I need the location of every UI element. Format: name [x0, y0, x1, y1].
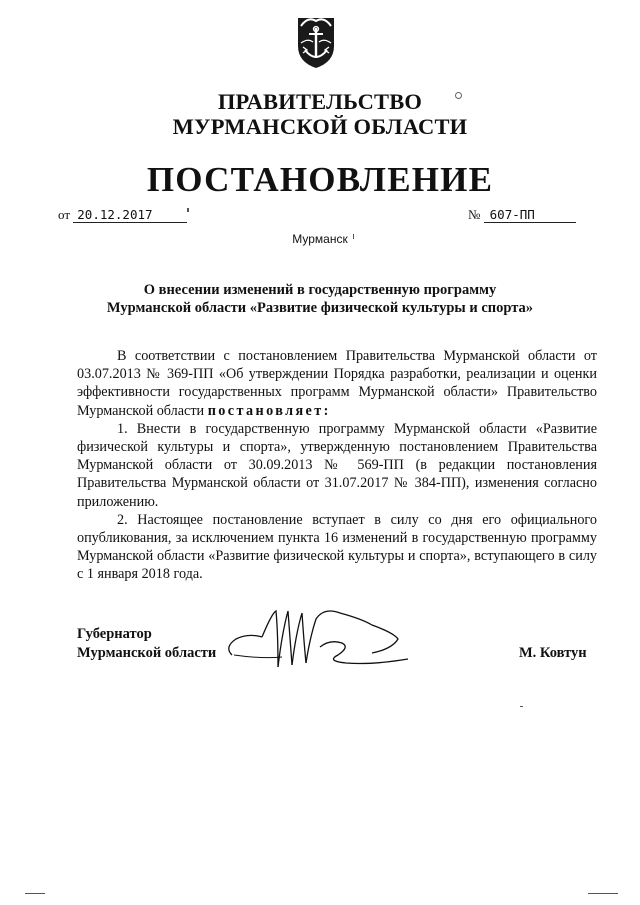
- scan-speck: [588, 893, 618, 894]
- scan-speck: [25, 893, 45, 894]
- government-name-line2: МУРМАНСКОЙ ОБЛАСТИ: [172, 114, 468, 139]
- date-line: [58, 207, 187, 223]
- handwritten-signature-icon: [222, 603, 412, 673]
- scan-speck: [353, 234, 354, 239]
- subject-line1: О внесении изменений в государственную программу: [143, 282, 497, 298]
- document-body: [77, 347, 597, 584]
- number-line: [468, 207, 576, 223]
- signer-name: М. Ковтун: [519, 645, 587, 661]
- resolution-verb: постановляет:: [207, 402, 331, 419]
- item-1-paragraph: 1. Внести в государственную программу Мурманской области «Развитие физической культуры и спорта», утвержденную постановлением Правительства Мурманской области от 30.09.2013 № 569-ПП (в редакции постановления Правительства Мурманской области от 31.07.2017 № 384-ПП), изменения согласно приложению.: [77, 420, 597, 510]
- document-date: 20.12.2017: [73, 208, 187, 223]
- government-name-line1: ПРАВИТЕЛЬСТВО: [217, 89, 423, 114]
- scan-speck: [455, 92, 462, 99]
- document-subject: [0, 281, 640, 317]
- signer-title: [77, 625, 216, 663]
- date-prefix: от: [58, 207, 71, 222]
- document-number: 607-ПП: [484, 208, 576, 223]
- document-type-heading: ПОСТАНОВЛЕНИЕ: [146, 160, 494, 199]
- intro-paragraph: [77, 347, 597, 420]
- intro-text: В соответствии с постановлением Правительства Мурманской области от 03.07.2013 № 369-ПП «Об утверждении Порядка разработки, реализации и оценки эффективности государственных программ Мурманской области» Правительство Мурманской области: [77, 348, 597, 419]
- signer-title-line1: Губернатор: [77, 626, 152, 642]
- signer-title-line2: Мурманской области: [77, 645, 217, 661]
- scan-speck: [187, 208, 189, 212]
- scan-speck: [520, 706, 523, 707]
- number-prefix: №: [468, 207, 481, 222]
- item-2-paragraph: 2. Настоящее постановление вступает в силу со дня его официального опубликования, за исключением пункта 16 изменений в государственную программу Мурманской области «Развитие физической культуры и спорта», вступающего в силу с 1 января 2018 года.: [77, 511, 597, 583]
- coat-of-arms-icon: [293, 12, 339, 70]
- subject-line2: Мурманской области «Развитие физической культуры и спорта»: [106, 300, 534, 316]
- city-name: Мурманск: [292, 232, 348, 246]
